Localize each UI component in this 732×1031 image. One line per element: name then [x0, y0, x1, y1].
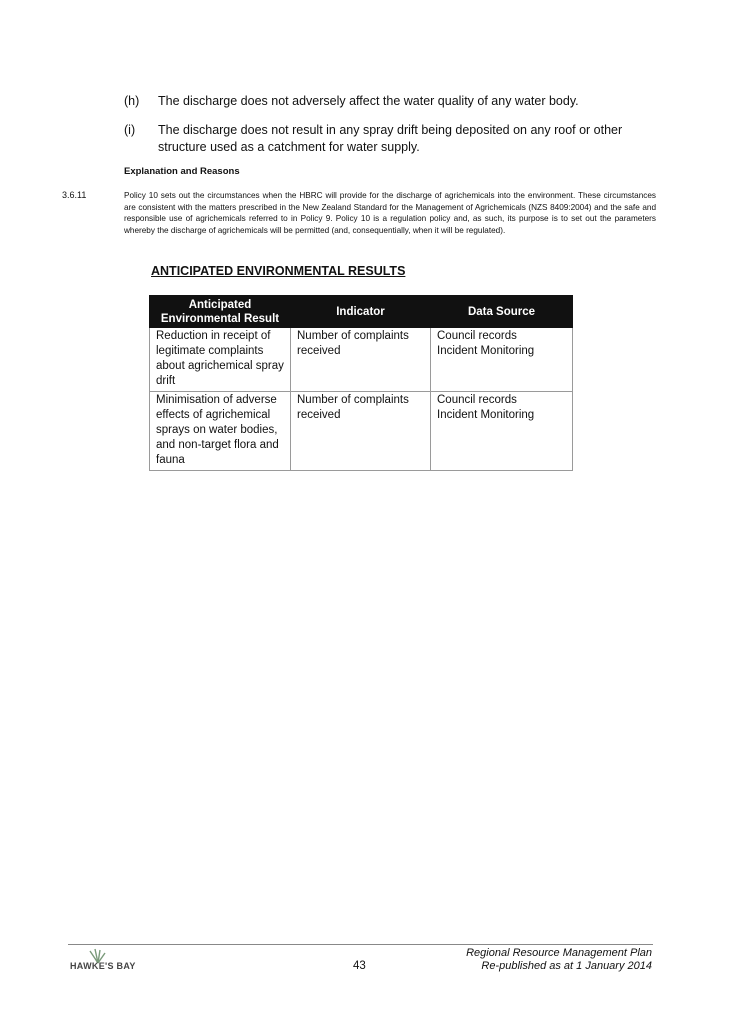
- condition-label: (h): [124, 94, 140, 108]
- footer-plan-info: [466, 947, 652, 973]
- header-result-line1: Anticipated: [188, 298, 252, 311]
- explanation-heading: Explanation and Reasons: [124, 166, 240, 177]
- logo-text: HAWKE'S BAY: [70, 961, 136, 971]
- header-data-source: Data Source: [431, 296, 573, 328]
- header-indicator: Indicator: [291, 296, 431, 328]
- source-line2: Incident Monitoring: [437, 409, 535, 421]
- explanation-paragraph: Policy 10 sets out the circumstances when the HBRC will provide for the discharge of agrichemicals into the environment. These circumstances are consistent with the matters prescribed in the New Zealand Standard for the Management of Agrichemicals (NZS 8409:2004) and the safe and responsible use of agrichemicals referred to in Policy 9. Policy 10 is a regulation policy and, as such, its purpose is to set out the parameters whereby the discharge of agrichemicals will be permitted (and, consequentially, when it will be regulated).: [124, 191, 656, 235]
- cell-result: Minimisation of adverse effects of agrichemical sprays on water bodies, and non-target flora and fauna: [150, 392, 291, 471]
- table-row: [150, 328, 573, 392]
- source-line1: Council records: [437, 330, 517, 342]
- source-line1: Council records: [437, 394, 517, 406]
- source-line2: Incident Monitoring: [437, 345, 535, 357]
- cell-indicator: Number of complaints received: [291, 392, 431, 471]
- table-header-row: [150, 296, 573, 328]
- cell-result: Reduction in receipt of legitimate complaints about agrichemical spray drift: [150, 328, 291, 392]
- cell-indicator: Number of complaints received: [291, 328, 431, 392]
- table-row: [150, 392, 573, 471]
- condition-text: The discharge does not result in any spray drift being deposited on any roof or other structure used as a catchment for water supply.: [158, 123, 623, 154]
- plan-title: Regional Resource Management Plan: [466, 947, 652, 959]
- header-result: [150, 296, 291, 328]
- header-result-line2: Environmental Result: [160, 312, 280, 325]
- condition-text: The discharge does not adversely affect the water quality of any water body.: [158, 94, 579, 108]
- cell-data-source: [431, 392, 573, 471]
- cell-data-source: [431, 328, 573, 392]
- page-number: 43: [353, 960, 366, 972]
- anticipated-results-table: [149, 295, 573, 471]
- results-section-title: ANTICIPATED ENVIRONMENTAL RESULTS: [151, 264, 406, 278]
- republished-date: Re-published as at 1 January 2014: [481, 960, 652, 972]
- paragraph-number: 3.6.11: [62, 190, 87, 200]
- condition-label: (i): [124, 123, 136, 137]
- footer-divider: [68, 944, 653, 945]
